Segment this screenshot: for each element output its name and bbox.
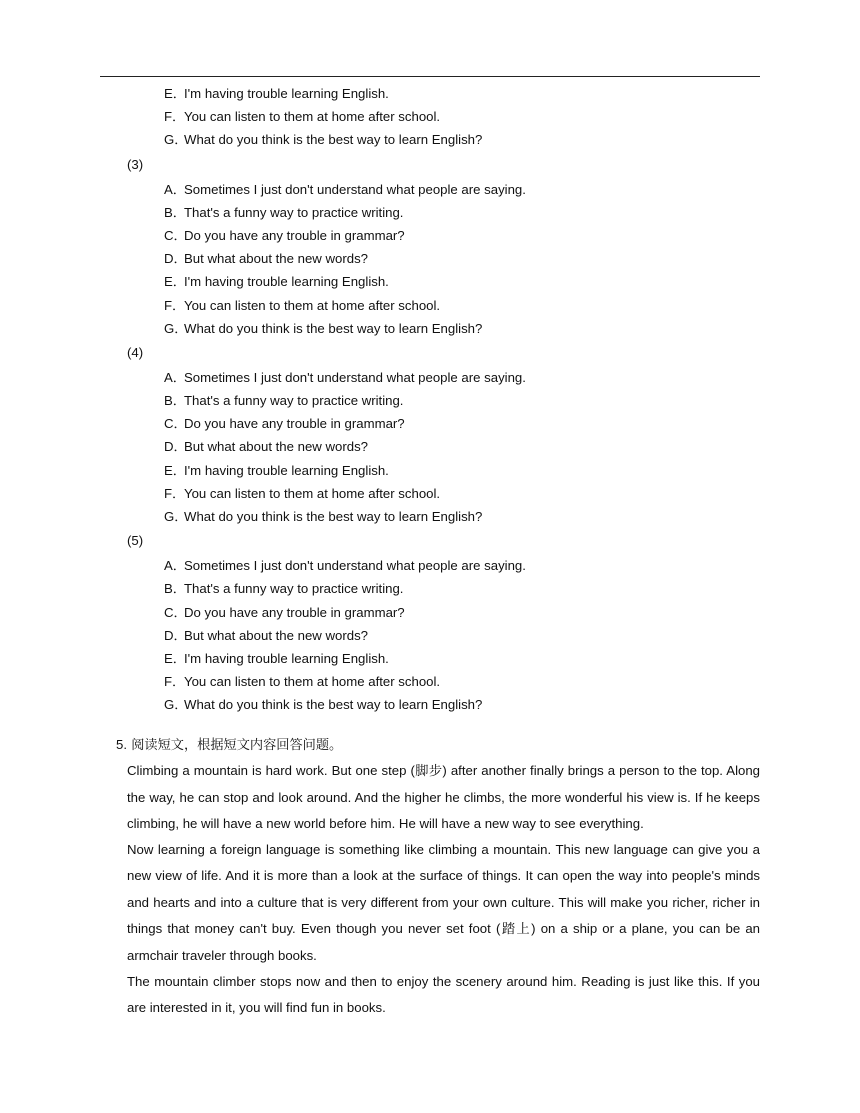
question-4 — [0, 340, 860, 528]
option-item: E．I'm having trouble learning English. — [164, 86, 389, 101]
option-item: D．But what about the new words? — [164, 251, 369, 267]
option-item: G．What do you think is the best way to learn English? — [164, 697, 483, 713]
option-item: E．I'm having trouble learning English. — [164, 274, 389, 290]
option-item: F．You can listen to them at home after school. — [164, 485, 441, 501]
passage-paragraph-2: Now learning a foreign language is something like climbing a mountain. This new language can give you a new view of life. And it is more than a look at the surface of things. It can open the way into people's minds and hearts and into a culture that is very different from your own culture. This will make you richer, richer in things that money can't buy. Even though you never set foot (踏上) on a ship or a plane, you can be an armchair traveler through books. — [127, 842, 761, 963]
option-item: E．I'm having trouble learning English. — [164, 650, 389, 666]
option-item: C．Do you have any trouble in grammar? — [164, 227, 405, 243]
option-item: B．That's a funny way to practice writing. — [164, 581, 404, 597]
option-item: D．But what about the new words? — [164, 439, 369, 455]
option-item: F．You can listen to them at home after school. — [164, 674, 441, 690]
option-item: C．Do you have any trouble in grammar? — [164, 416, 405, 432]
option-item: D．But what about the new words? — [164, 627, 369, 643]
option-item: F．You can listen to them at home after school. — [164, 109, 441, 125]
question-number: (5) — [127, 533, 144, 549]
option-item: B．That's a funny way to practice writing. — [164, 204, 404, 220]
question-5 — [0, 528, 860, 716]
question-number: (4) — [127, 344, 144, 360]
options-tail — [0, 82, 860, 152]
option-item: G．What do you think is the best way to learn English? — [164, 132, 483, 148]
reading-passage — [127, 758, 760, 1022]
option-item: G．What do you think is the best way to learn English? — [164, 509, 483, 524]
option-item: B．That's a funny way to practice writing. — [164, 393, 404, 409]
option-item: A．Sometimes I just don't understand what people are saying. — [164, 369, 526, 385]
option-item: A．Sometimes I just don't understand what people are saying. — [164, 181, 526, 197]
option-item: F．You can listen to them at home after school. — [164, 297, 441, 313]
section-number: 5. — [116, 736, 127, 752]
page-content — [0, 82, 860, 1022]
option-item: E．I'm having trouble learning English. — [164, 462, 389, 478]
section-instruction: 阅读短文，根据短文内容回答问题。 — [131, 737, 343, 753]
question-3 — [0, 152, 860, 340]
option-item: G．What do you think is the best way to learn English? — [164, 320, 483, 336]
question-number: (3) — [127, 156, 144, 172]
option-item: C．Do you have any trouble in grammar? — [164, 604, 405, 620]
passage-paragraph-3: The mountain climber stops now and then to enjoy the scenery around him. Reading is just like this. If you are interested in it, you will find fun in books. — [127, 974, 760, 1016]
passage-paragraph-1: Climbing a mountain is hard work. But one step (脚步) after another finally brings a person to the top. Along the way, he can stop and look around. And the higher he climbs, the more wonderful his view is. If he keeps climbing, he will have a new world before him. He will have a new way to see everything. — [127, 762, 760, 831]
page-header-rule — [100, 76, 760, 77]
option-item: A．Sometimes I just don't understand what people are saying. — [164, 558, 526, 574]
section-5-title — [0, 732, 860, 758]
